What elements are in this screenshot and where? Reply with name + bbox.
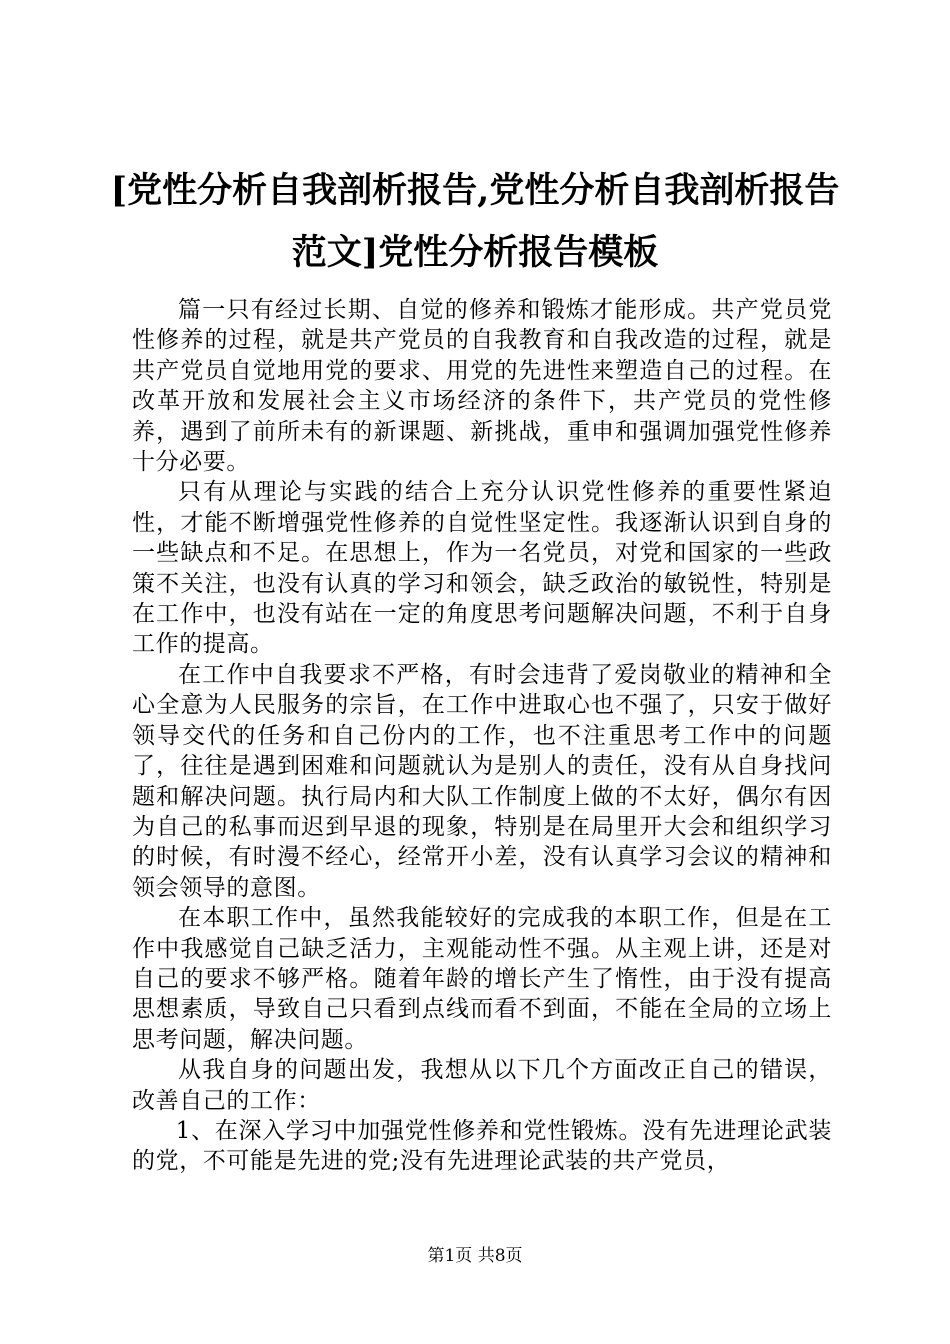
page-footer: 第1页 共8页	[427, 1246, 523, 1266]
paragraph-6: 1、在深入学习中加强党性修养和党性锻炼。没有先进理论武装的党，不可能是先进的党;没有先进理论武装的共产党员，	[132, 1117, 832, 1175]
paragraph-1: 篇一只有经过长期、自觉的修养和锻炼才能形成。共产党员党性修养的过程，就是共产党员的自我教育和自我改造的过程，就是共产党员自觉地用党的要求、用党的先进性来塑造自己的过程。在改革开放和发展社会主义市场经济的条件下，共产党员的党性修养，遇到了前所未有的新课题、新挑战，重申和强调加强党性修养十分必要。	[132, 297, 832, 476]
paragraph-3: 在工作中自我要求不严格，有时会违背了爱岗敬业的精神和全心全意为人民服务的宗旨，在工作中进取心也不强了，只安于做好领导交代的任务和自己份内的工作，也不注重思考工作中的问题了，往往是遇到困难和问题就认为是别人的责任，没有从自身找问题和解决问题。执行局内和大队工作制度上做的不太好，偶尔有因为自己的私事而迟到早退的现象，特别是在局里开大会和组织学习的时候，有时漫不经心，经常开小差，没有认真学习会议的精神和领会领导的意图。	[132, 661, 832, 901]
document-body	[132, 295, 832, 1177]
paragraph-4: 在本职工作中，虽然我能较好的完成我的本职工作，但是在工作中我感觉自己缺乏活力，主观能动性不强。从主观上讲，还是对自己的要求不够严格。随着年龄的增长产生了惰性，由于没有提高思想素质，导致自己只看到点线而看不到面，不能在全局的立场上思考问题，解决问题。	[132, 905, 832, 1053]
paragraph-2: 只有从理论与实践的结合上充分认识党性修养的重要性紧迫性，才能不断增强党性修养的自觉性坚定性。我逐渐认识到自身的一些缺点和不足。在思想上，作为一名党员，对党和国家的一些政策不关注，也没有认真的学习和领会，缺乏政治的敏锐性，特别是在工作中，也没有站在一定的角度思考问题解决问题，不利于自身工作的提高。	[132, 479, 832, 658]
document-title: [党性分析自我剖析报告,党性分析自我剖析报告范文]党性分析报告模板	[110, 170, 840, 273]
paragraph-5: 从我自身的问题出发，我想从以下几个方面改正自己的错误，改善自己的工作：	[132, 1057, 832, 1114]
